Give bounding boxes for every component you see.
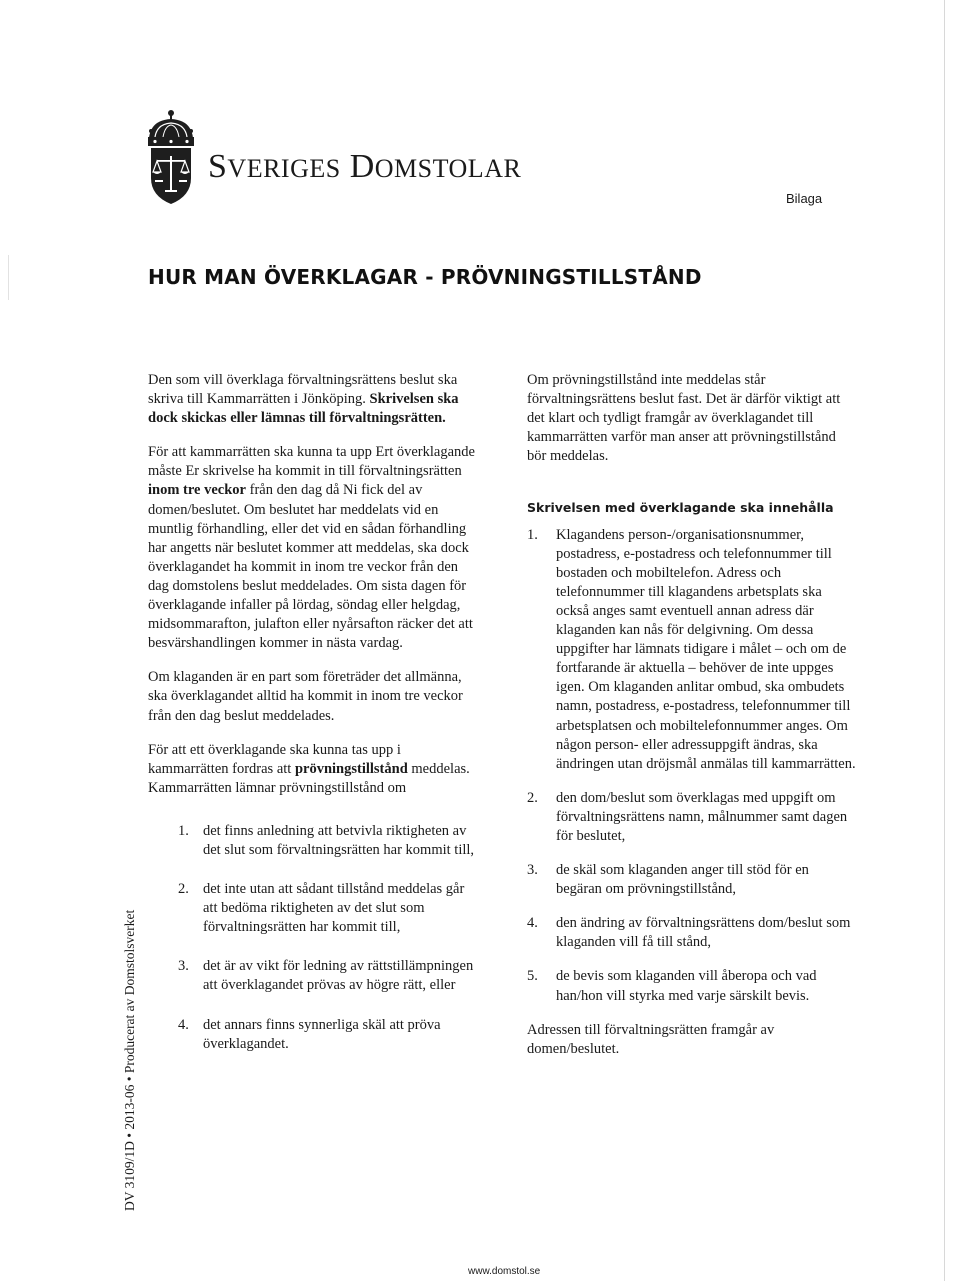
paragraph-deadline: För att kammarrätten ska kunna ta upp Ert överklagande måste Er skrivelse ha kommit in till förvaltningsrätten inom tre veckor från den dag då Ni fick del av domen/beslutet. Om beslutet har meddelats vid en muntlig förhandling, eller det vid en sådan förhandling har angetts när beslutet kommer att meddelas, ska dock överklagandet ha kommit in inom tre veckor från den dag domstolens beslut meddelades. Om sista dagen för överklagande infaller på lördag, söndag eller helgdag, midsommarafton, julafton eller nyårsafton räcker det att besvärshandlingen kommer in nästa vardag. — [148, 444, 475, 652]
list-item: 4. det annars finns synnerliga skäl att pröva överklagandet. — [178, 1016, 441, 1052]
list-item: 2. den dom/beslut som överklagas med uppgift om förvaltningsrättens namn, målnummer samt dagen för beslutet, — [527, 789, 848, 844]
brand-wordmark — [208, 148, 521, 186]
left-column — [148, 371, 478, 1074]
paragraph-no-leave: Om prövningstillstånd inte meddelas står förvaltningsrättens beslut fast. Det är därför viktigt att det klart och tydligt framgår av överklagandet till kammarrätten varför man anser att prövningstillstånd bör meddelas. — [527, 372, 841, 465]
deadline-bold: inom tre veckor — [148, 482, 246, 499]
paragraph-leave-to-appeal: För att ett överklagande ska kunna tas upp i kammarrätten fordras att prövningstillstånd meddelas. Kammarrätten lämnar prövningstillstånd om — [148, 741, 470, 796]
document-code-vertical: DV 3109/1D • 2013-06 • Producerat av Domstolsverket — [122, 909, 137, 1211]
leave-to-appeal-bold: prövningstillstånd — [294, 760, 408, 777]
footer-url[interactable]: www.domstol.se — [468, 1266, 541, 1277]
list-item: 1. det finns anledning att betvivla riktigheten av det slut som förvaltningsrätten har kommit till, — [178, 822, 475, 858]
leave-criteria-list — [178, 822, 478, 1054]
list-item: 4. den ändring av förvaltningsrättens dom/beslut som klaganden vill få till stånd, — [527, 915, 851, 951]
scan-edge-line — [944, 0, 945, 1281]
list-item: 2. det inte utan att sådant tillstånd meddelas går att bedöma riktigheten av det slut som förvaltningsrätten har kommit till, — [178, 881, 465, 936]
list-item: 3. det är av vikt för ledning av rättstillämpningen att överklagandet prövas av högre rätt, eller — [178, 958, 474, 994]
sveriges-domstolar-emblem-logo — [143, 108, 199, 206]
paragraph-submission: Den som vill överklaga förvaltningsrättens beslut ska skriva till Kammarrätten i Jönköping. Skrivelsen ska dock skickas eller lämnas till förvaltningsrätten. — [148, 372, 459, 427]
list-item: 1. Klagandens person-/organisationsnummer, postadress, e-postadress och telefonnummer till bostaden och mobiltelefon. Adress och telefonnummer till klagandens arbetsplats ska också anges samt eventuell annan adress där klaganden kan nås för delgivning. Om dessa uppgifter har lämnats tidigare i målet – och om de fortfarande är aktuella – behöver de inte uppges igen. Om klaganden anlitar ombud, ska ombudets namn, postadress, e-postadress, telefonnummer till arbetsplatsen och mobiltelefonnummer anges. Om någon person- eller adressuppgift ändras, ska ändringen utan dröjsmål anmälas till kammarrätten. — [527, 526, 856, 772]
brand-initial-s: S — [208, 148, 228, 185]
page-title: HUR MAN ÖVERKLAGAR - PRÖVNINGSTILLSTÅND — [148, 265, 702, 289]
scan-mark — [8, 255, 9, 300]
brand-initial-d: D — [349, 148, 375, 185]
list-item: 3. de skäl som klaganden anger till stöd för en begäran om prövningstillstånd, — [527, 862, 809, 898]
section-heading-contents: Skrivelsen med överklagande ska innehålla — [527, 500, 834, 516]
right-column — [527, 371, 857, 1074]
list-item: 5. de bevis som klaganden vill åberopa och vad han/hon vill styrka med varje särskilt bevis. — [527, 968, 817, 1004]
brand-word-omstolar: OMSTOLAR — [374, 154, 522, 183]
brand-word-veriges: VERIGES — [227, 154, 341, 183]
submission-bold-note: Skrivelsen ska dock skickas eller lämnas till förvaltningsrätten. — [148, 391, 459, 427]
paragraph-address-note: Adressen till förvaltningsrätten framgår av domen/beslutet. — [527, 1021, 775, 1057]
appeal-contents-list — [527, 526, 857, 1006]
attachment-label: Bilaga — [786, 191, 823, 206]
paragraph-public-party: Om klaganden är en part som företräder det allmänna, ska överklagandet alltid ha kommit in inom tre veckor från den dag beslut meddelades. — [148, 669, 463, 724]
